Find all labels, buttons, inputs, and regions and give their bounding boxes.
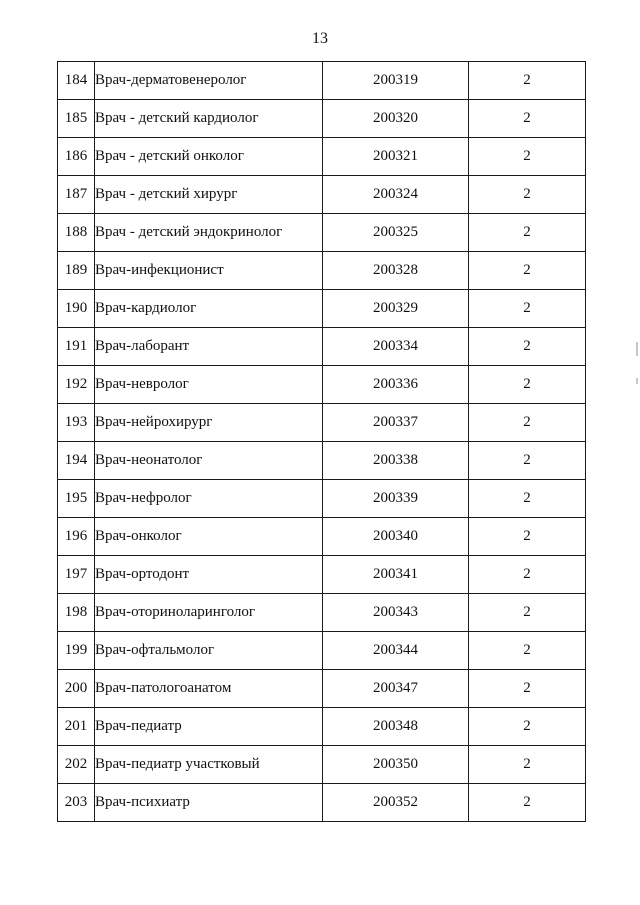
- specialty-name-cell: Врач-оториноларинголог: [95, 594, 323, 632]
- specialty-code-cell: 200329: [323, 290, 469, 328]
- row-number-cell: 202: [58, 746, 95, 784]
- specialty-code-cell: 200334: [323, 328, 469, 366]
- specialty-name-cell: Врач-невролог: [95, 366, 323, 404]
- row-number-cell: 203: [58, 784, 95, 822]
- quantity-cell: 2: [469, 594, 586, 632]
- row-number-cell: 191: [58, 328, 95, 366]
- table-row: [58, 556, 586, 594]
- table-body: [58, 62, 586, 822]
- row-number-cell: 200: [58, 670, 95, 708]
- specialty-code-cell: 200341: [323, 556, 469, 594]
- specialty-name-cell: Врач-неонатолог: [95, 442, 323, 480]
- row-number-cell: 186: [58, 138, 95, 176]
- specialty-code-cell: 200321: [323, 138, 469, 176]
- table-row: [58, 594, 586, 632]
- table-row: [58, 480, 586, 518]
- quantity-cell: 2: [469, 442, 586, 480]
- row-number-cell: 193: [58, 404, 95, 442]
- table-row: [58, 746, 586, 784]
- quantity-cell: 2: [469, 670, 586, 708]
- specialty-name-cell: Врач - детский кардиолог: [95, 100, 323, 138]
- quantity-cell: 2: [469, 138, 586, 176]
- specialty-code-cell: 200343: [323, 594, 469, 632]
- table-row: [58, 670, 586, 708]
- table-row: [58, 366, 586, 404]
- specialty-name-cell: Врач-онколог: [95, 518, 323, 556]
- quantity-cell: 2: [469, 784, 586, 822]
- specialty-code-cell: 200319: [323, 62, 469, 100]
- specialty-name-cell: Врач-нефролог: [95, 480, 323, 518]
- specialty-code-cell: 200336: [323, 366, 469, 404]
- table-row: [58, 252, 586, 290]
- page-number: 13: [312, 30, 328, 47]
- table-row: [58, 442, 586, 480]
- quantity-cell: 2: [469, 404, 586, 442]
- row-number-cell: 190: [58, 290, 95, 328]
- quantity-cell: 2: [469, 518, 586, 556]
- quantity-cell: 2: [469, 746, 586, 784]
- quantity-cell: 2: [469, 252, 586, 290]
- specialty-name-cell: Врач-дерматовенеролог: [95, 62, 323, 100]
- quantity-cell: 2: [469, 366, 586, 404]
- quantity-cell: 2: [469, 632, 586, 670]
- specialists-table: [57, 61, 586, 822]
- quantity-cell: 2: [469, 328, 586, 366]
- specialty-code-cell: 200324: [323, 176, 469, 214]
- specialty-code-cell: 200328: [323, 252, 469, 290]
- table-row: [58, 290, 586, 328]
- specialty-code-cell: 200352: [323, 784, 469, 822]
- row-number-cell: 197: [58, 556, 95, 594]
- specialty-name-cell: Врач - детский хирург: [95, 176, 323, 214]
- row-number-cell: 187: [58, 176, 95, 214]
- quantity-cell: 2: [469, 100, 586, 138]
- specialty-name-cell: Врач - детский онколог: [95, 138, 323, 176]
- specialty-name-cell: Врач-нейрохирург: [95, 404, 323, 442]
- scan-speck: [636, 378, 638, 384]
- specialty-name-cell: Врач-лаборант: [95, 328, 323, 366]
- row-number-cell: 195: [58, 480, 95, 518]
- specialty-code-cell: 200350: [323, 746, 469, 784]
- specialty-code-cell: 200339: [323, 480, 469, 518]
- row-number-cell: 199: [58, 632, 95, 670]
- quantity-cell: 2: [469, 290, 586, 328]
- quantity-cell: 2: [469, 214, 586, 252]
- table-row: [58, 632, 586, 670]
- specialty-code-cell: 200337: [323, 404, 469, 442]
- quantity-cell: 2: [469, 480, 586, 518]
- specialty-code-cell: 200344: [323, 632, 469, 670]
- table-row: [58, 214, 586, 252]
- specialty-name-cell: Врач-педиатр участковый: [95, 746, 323, 784]
- specialty-code-cell: 200338: [323, 442, 469, 480]
- specialty-code-cell: 200320: [323, 100, 469, 138]
- table-row: [58, 138, 586, 176]
- row-number-cell: 185: [58, 100, 95, 138]
- quantity-cell: 2: [469, 176, 586, 214]
- row-number-cell: 198: [58, 594, 95, 632]
- table-row: [58, 100, 586, 138]
- table-row: [58, 708, 586, 746]
- row-number-cell: 201: [58, 708, 95, 746]
- row-number-cell: 189: [58, 252, 95, 290]
- quantity-cell: 2: [469, 556, 586, 594]
- table-row: [58, 784, 586, 822]
- quantity-cell: 2: [469, 62, 586, 100]
- specialty-code-cell: 200348: [323, 708, 469, 746]
- table-row: [58, 176, 586, 214]
- table-row: [58, 328, 586, 366]
- specialty-code-cell: 200340: [323, 518, 469, 556]
- row-number-cell: 192: [58, 366, 95, 404]
- specialty-name-cell: Врач-инфекционист: [95, 252, 323, 290]
- specialty-name-cell: Врач-офтальмолог: [95, 632, 323, 670]
- specialty-name-cell: Врач-педиатр: [95, 708, 323, 746]
- table-row: [58, 404, 586, 442]
- row-number-cell: 184: [58, 62, 95, 100]
- quantity-cell: 2: [469, 708, 586, 746]
- scan-speck: [636, 342, 638, 356]
- table-row: [58, 518, 586, 556]
- specialty-name-cell: Врач - детский эндокринолог: [95, 214, 323, 252]
- row-number-cell: 196: [58, 518, 95, 556]
- specialty-name-cell: Врач-ортодонт: [95, 556, 323, 594]
- specialty-name-cell: Врач-патологоанатом: [95, 670, 323, 708]
- specialty-code-cell: 200347: [323, 670, 469, 708]
- table-row: [58, 62, 586, 100]
- row-number-cell: 194: [58, 442, 95, 480]
- specialty-name-cell: Врач-кардиолог: [95, 290, 323, 328]
- specialty-code-cell: 200325: [323, 214, 469, 252]
- specialty-name-cell: Врач-психиатр: [95, 784, 323, 822]
- row-number-cell: 188: [58, 214, 95, 252]
